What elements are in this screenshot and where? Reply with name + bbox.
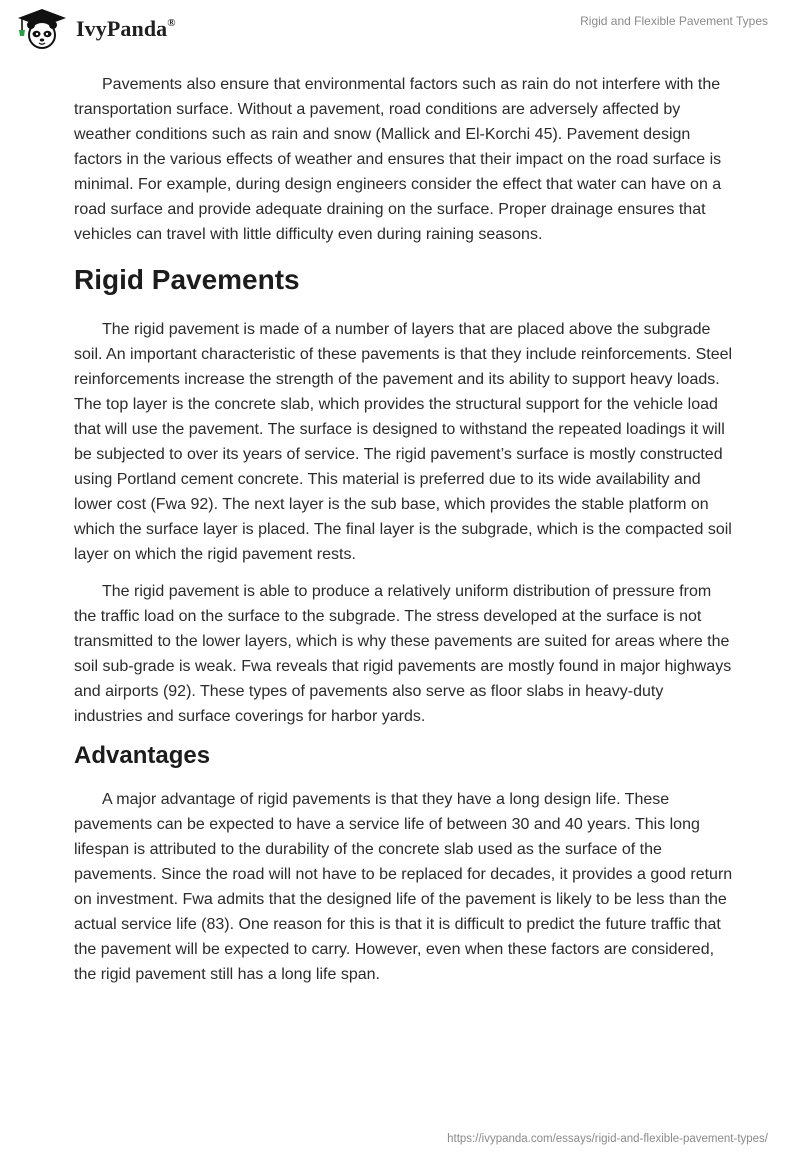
- subsection-paragraph: A major advantage of rigid pavements is that they have a long design life. These pavements can be expected to have a service life of between 30 and 40 years. This long lifespan is attributed to the durability of the concrete slab used as the surface of the pavements. Since the road will not have to be replaced for decades, it provides a good return on investment. Fwa admits that the designed life of the pavement is likely to be less than the actual service life (83). One reason for this is that it is difficult to predict the future traffic that the pavement will be expected to carry. However, even when these factors are considered, the rigid pavement still has a long life span.: [74, 791, 733, 983]
- ivypanda-logo[interactable]: [14, 8, 176, 50]
- running-title: Rigid and Flexible Pavement Types: [580, 14, 768, 28]
- subsection-heading: Advantages: [74, 742, 211, 769]
- essay-body: [74, 72, 734, 999]
- panda-graduate-logo-icon: [14, 8, 70, 50]
- intro-paragraph: Pavements also ensure that environmental factors such as rain do not interfere with the transportation surface. Without a pavement, road conditions are adversely affected by weather conditions such as rain and snow (Mallick and El-Korchi 45). Pavement design factors in the various effects of weather and ensures that their impact on the road surface is minimal. For example, during design engineers consider the effect that water can have on a road surface and provide adequate draining on the surface. Proper drainage ensures that vehicles can travel with little difficulty even during raining seasons.: [74, 76, 722, 243]
- brand-name: IvyPanda®: [76, 16, 176, 41]
- section-paragraph: The rigid pavement is made of a number of layers that are placed above the subgrade soil. An important characteristic of these pavements is that they include reinforcements. Steel reinforcements increase the strength of the pavement and its ability to support heavy loads. The top layer is the concrete slab, which provides the structural support for the vehicle load that will use the pavement. The surface is designed to withstand the repeated loadings it will be subjected to over its years of service. The rigid pavement’s surface is mostly constructed using Portland cement concrete. This material is preferred due to its wide availability and lower cost (Fwa 92). The next layer is the sub base, which provides the stable platform on which the surface layer is placed. The final layer is the subgrade, which is the compacted soil layer on which the rigid pavement rests.: [74, 321, 733, 563]
- section-heading: Rigid Pavements: [74, 264, 300, 295]
- source-url[interactable]: https://ivypanda.com/essays/rigid-and-flexible-pavement-types/: [447, 1133, 768, 1145]
- page-header: [0, 0, 800, 60]
- section-paragraph: The rigid pavement is able to produce a relatively uniform distribution of pressure from the traffic load on the surface to the subgrade. The stress developed at the surface is not transmitted to the lower layers, which is why these pavements are suited for areas where the soil sub-grade is weak. Fwa reveals that rigid pavements are mostly found in major highways and airports (92). These types of pavements also serve as floor slabs in heavy-duty industries and surface coverings for harbor yards.: [74, 583, 732, 725]
- registered-mark: ®: [167, 17, 176, 29]
